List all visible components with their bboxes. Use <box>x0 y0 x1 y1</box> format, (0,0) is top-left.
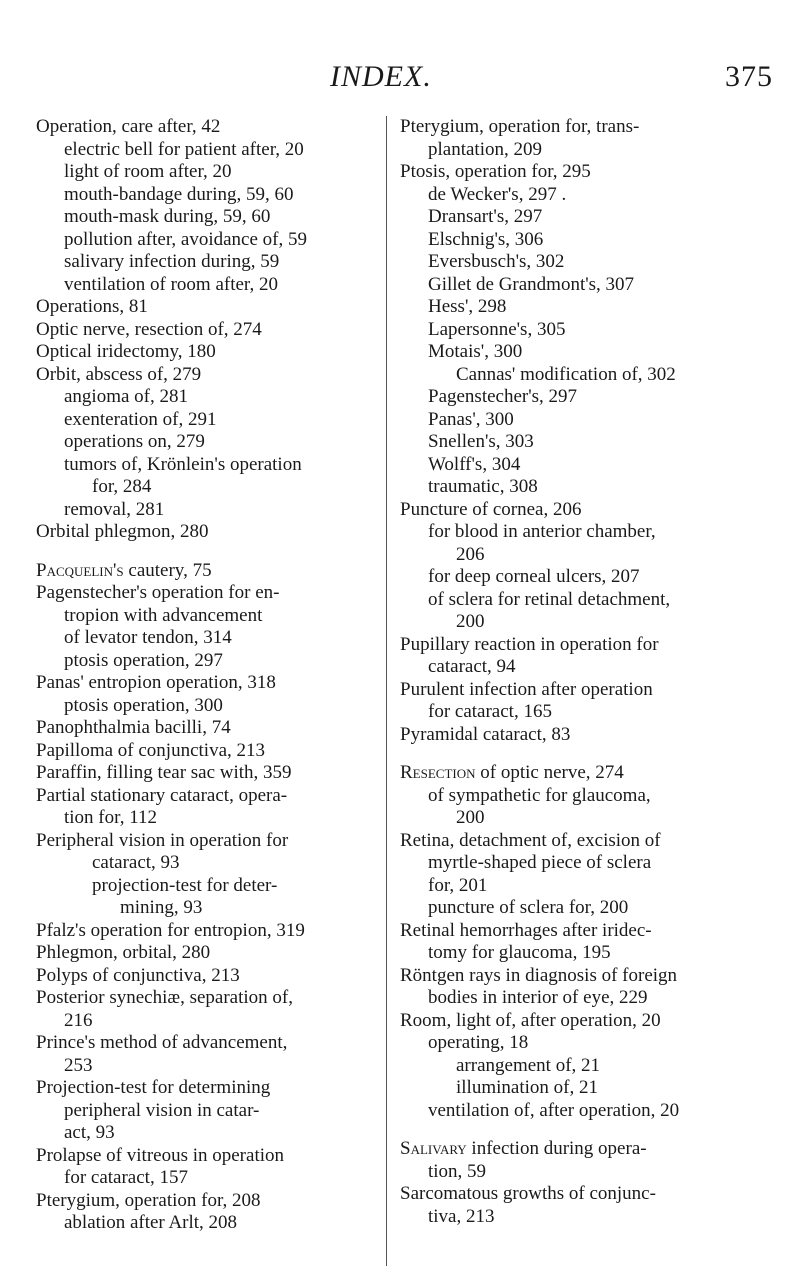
index-subentry: Panas', 300 <box>428 408 514 430</box>
section-gap <box>36 544 391 560</box>
index-entry: Pupillary reaction in operation for <box>400 633 659 655</box>
index-entry: Ptosis, operation for, 295 <box>400 161 591 182</box>
index-subentry: de Wecker's, 297 . <box>428 183 567 205</box>
index-subentry: cataract, 94 <box>428 656 516 677</box>
index-entry: Pterygium, operation for, trans- <box>400 116 640 137</box>
index-entry: Operations, 81 <box>36 296 148 317</box>
index-subentry: of sympathetic for glaucoma, <box>428 784 651 806</box>
index-subentry: tion, 59 <box>428 1160 487 1182</box>
section-gap <box>400 746 775 762</box>
index-subentry: Elschnig's, 306 <box>428 228 544 250</box>
index-subentry: myrtle-shaped piece of sclera <box>428 852 652 873</box>
index-subentry: illumination of, 21 <box>456 1077 598 1098</box>
index-subentry: of sclera for retinal detachment, <box>428 588 671 610</box>
index-subentry: 200 <box>456 611 485 632</box>
index-subentry: for deep corneal ulcers, 207 <box>428 566 640 587</box>
index-subentry: mouth-mask during, 59, 60 <box>64 206 271 227</box>
index-entry: Pacquelin's cautery, 75 <box>36 559 212 581</box>
index-subentry: tomy for glaucoma, 195 <box>428 942 611 963</box>
index-subentry: removal, 281 <box>64 498 165 520</box>
index-entry: Retinal hemorrhages after iridec- <box>400 919 652 941</box>
index-subentry: ventilation of room after, 20 <box>64 273 278 295</box>
index-entry: Röntgen rays in diagnosis of foreign <box>400 964 678 986</box>
index-subentry: traumatic, 308 <box>428 476 538 497</box>
index-entry: Operation, care after, 42 <box>36 116 221 137</box>
index-subentry: puncture of sclera for, 200 <box>428 897 629 918</box>
running-title: INDEX. <box>330 60 432 93</box>
index-subentry: of levator tendon, 314 <box>64 627 232 648</box>
index-subentry: ptosis operation, 297 <box>64 649 223 671</box>
index-entry: Optic nerve, resection of, 274 <box>36 318 262 340</box>
index-subentry: 253 <box>64 1054 93 1076</box>
index-entry: Pyramidal cataract, 83 <box>400 723 571 745</box>
page-number: 375 <box>725 60 773 93</box>
index-entry: Optical iridectomy, 180 <box>36 341 216 362</box>
index-entry: Retina, detachment of, excision of <box>400 829 661 851</box>
index-entry: Orbital phlegmon, 280 <box>36 521 209 542</box>
index-subentry: tumors of, Krönlein's operation <box>64 453 302 475</box>
index-entry: Pterygium, operation for, 208 <box>36 1189 261 1211</box>
index-entry: Salivary infection during opera- <box>400 1138 647 1159</box>
index-subentry: Pagenstecher's, 297 <box>428 386 578 407</box>
index-entry: Paraffin, filling tear sac with, 359 <box>36 762 292 783</box>
index-subentry: for cataract, 157 <box>64 1167 188 1188</box>
index-subentry: operations on, 279 <box>64 431 205 452</box>
index-entry: Panophthalmia bacilli, 74 <box>36 717 231 738</box>
index-subentry: exenteration of, 291 <box>64 408 217 430</box>
index-subentry: angioma of, 281 <box>64 386 189 407</box>
index-subentry: salivary infection during, 59 <box>64 251 280 272</box>
index-subentry: ventilation of, after operation, 20 <box>428 1099 680 1121</box>
index-subentry: tiva, 213 <box>428 1205 495 1227</box>
index-subentry: light of room after, 20 <box>64 161 232 182</box>
index-subentry: Eversbusch's, 302 <box>428 251 565 272</box>
index-entry: Projection-test for determining <box>36 1077 271 1098</box>
page-header <box>0 60 801 100</box>
index-subentry: projection-test for deter- <box>92 874 278 896</box>
index-entry: Pagenstecher's operation for en- <box>36 582 280 603</box>
column-divider <box>386 116 387 1266</box>
index-column-left <box>36 116 391 1235</box>
index-entry: Peripheral vision in operation for <box>36 829 289 851</box>
index-subentry: peripheral vision in catar- <box>64 1099 260 1121</box>
index-subentry: Snellen's, 303 <box>428 431 534 452</box>
index-subentry: mouth-bandage during, 59, 60 <box>64 183 294 205</box>
index-subentry: bodies in interior of eye, 229 <box>428 987 648 1008</box>
index-entry: Prince's method of advancement, <box>36 1032 288 1053</box>
index-subentry: electric bell for patient after, 20 <box>64 138 304 160</box>
index-entry: Partial stationary cataract, opera- <box>36 784 288 806</box>
index-subentry: mining, 93 <box>120 897 203 918</box>
index-column-right <box>400 116 775 1228</box>
index-entry: Papilloma of conjunctiva, 213 <box>36 739 266 761</box>
index-subentry: Lapersonne's, 305 <box>428 318 566 340</box>
section-gap <box>400 1122 775 1138</box>
index-subentry: act, 93 <box>64 1122 115 1143</box>
index-entry: Phlegmon, orbital, 280 <box>36 942 211 963</box>
index-subentry: 200 <box>456 807 485 828</box>
index-subentry: Gillet de Grandmont's, 307 <box>428 273 635 295</box>
index-entry: Resection of optic nerve, 274 <box>400 762 624 783</box>
index-subentry: ablation after Arlt, 208 <box>64 1212 238 1233</box>
index-entry: Prolapse of vitreous in operation <box>36 1144 285 1166</box>
index-subentry: pollution after, avoidance of, 59 <box>64 228 307 250</box>
index-subentry: for blood in anterior chamber, <box>428 521 656 542</box>
index-subentry: ptosis operation, 300 <box>64 694 223 716</box>
index-subentry: for cataract, 165 <box>428 701 552 722</box>
index-subentry: Motais', 300 <box>428 341 523 362</box>
index-entry: Room, light of, after operation, 20 <box>400 1009 661 1031</box>
index-entry: Pfalz's operation for entropion, 319 <box>36 919 305 941</box>
index-subentry: tropion with advancement <box>64 604 263 626</box>
index-subentry: 206 <box>456 543 485 565</box>
index-entry: Sarcomatous growths of conjunc- <box>400 1183 656 1204</box>
index-subentry: Wolff's, 304 <box>428 453 521 475</box>
index-subentry: for, 201 <box>428 874 488 896</box>
index-subentry: 216 <box>64 1009 93 1031</box>
index-entry: Posterior synechiæ, separation of, <box>36 987 293 1008</box>
index-entry: Orbit, abscess of, 279 <box>36 363 202 385</box>
index-subentry: Hess', 298 <box>428 296 507 317</box>
index-entry: Polyps of conjunctiva, 213 <box>36 964 240 986</box>
index-entry: Puncture of cornea, 206 <box>400 498 582 520</box>
index-subentry: tion for, 112 <box>64 807 157 828</box>
index-entry: Panas' entropion operation, 318 <box>36 672 276 693</box>
index-subentry: Dransart's, 297 <box>428 206 543 227</box>
index-subentry: cataract, 93 <box>92 852 180 873</box>
index-subentry: plantation, 209 <box>428 138 542 160</box>
index-subentry: for, 284 <box>92 476 152 497</box>
index-entry: Purulent infection after operation <box>400 678 653 700</box>
index-subentry: Cannas' modification of, 302 <box>456 363 676 385</box>
index-subentry: operating, 18 <box>428 1032 529 1053</box>
index-subentry: arrangement of, 21 <box>456 1054 601 1076</box>
